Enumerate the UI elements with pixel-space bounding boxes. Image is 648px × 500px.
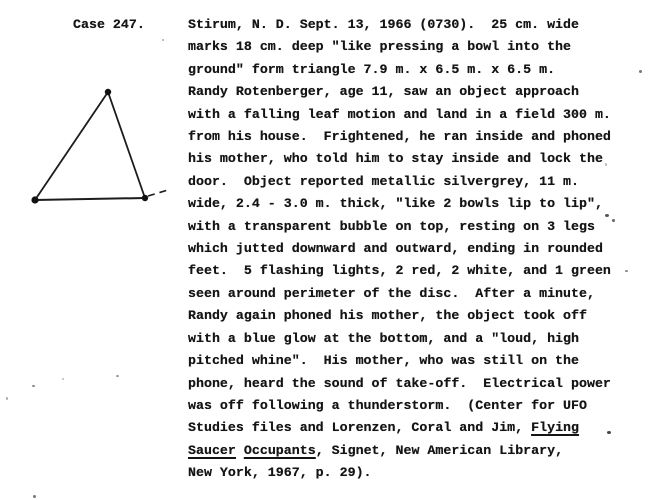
- text-line: [188, 417, 638, 439]
- text-segment: with a falling leaf motion and land in a field 300 m.: [188, 106, 611, 122]
- scan-speck: [162, 39, 164, 41]
- triangle-vertex-bottom-right: [142, 195, 148, 201]
- text-line: [188, 283, 638, 305]
- text-line: [188, 193, 638, 215]
- text-segment: , Signet, New American Library,: [315, 442, 564, 458]
- text-line: [188, 305, 638, 327]
- scan-speck: [625, 270, 628, 272]
- text-segment: marks 18 cm. deep "like pressing a bowl into the: [188, 39, 572, 55]
- triangle-diagram-svg: [20, 80, 175, 210]
- text-segment: was off following a thunderstorm. (Center for UFO: [188, 397, 587, 413]
- text-line: [188, 126, 638, 148]
- scan-speck: [605, 163, 607, 166]
- text-segment: ground" form triangle 7.9 m. x 6.5 m. x 6.5 m.: [188, 61, 556, 77]
- text-line: [188, 350, 638, 372]
- scan-speck: [607, 431, 611, 434]
- text-line: [188, 14, 638, 36]
- scan-speck: [605, 214, 609, 217]
- text-line: [188, 238, 638, 260]
- text-line: [188, 328, 638, 350]
- document-text-block: [188, 14, 638, 485]
- scan-speck: [612, 219, 615, 222]
- underlined-text: Saucer: [188, 442, 236, 458]
- scan-speck: [116, 375, 119, 377]
- text-segment: pitched whine". His mother, who was still on the: [188, 353, 579, 369]
- text-line: [188, 462, 638, 484]
- text-line: [188, 395, 638, 417]
- case-number-label: Case 247.: [73, 17, 145, 32]
- underlined-text: Occupants: [243, 442, 316, 458]
- text-line: [188, 81, 638, 103]
- text-line: [188, 216, 638, 238]
- text-segment: Randy again phoned his mother, the object took off: [188, 308, 587, 324]
- scan-speck: [639, 70, 642, 73]
- text-segment: from his house. Frightened, he ran inside and phoned: [188, 129, 611, 145]
- text-line: [188, 171, 638, 193]
- text-segment: seen around perimeter of the disc. After a minute,: [188, 285, 595, 301]
- text-segment: door. Object reported metallic silvergrey, 11 m.: [188, 173, 579, 189]
- text-line: [188, 440, 638, 462]
- text-segment: Stirum, N. D. Sept. 13, 1966 (0730). 25 cm. wide: [188, 17, 579, 32]
- text-segment: phone, heard the sound of take-off. Electrical power: [188, 375, 611, 391]
- triangle-vertex-top: [105, 89, 111, 95]
- scan-speck: [32, 385, 35, 387]
- text-segment: Randy Rotenberger, age 11, saw an object approach: [188, 84, 579, 100]
- text-line: [188, 260, 638, 282]
- triangle-vertex-bottom-left: [31, 196, 38, 203]
- text-line: [188, 373, 638, 395]
- text-segment: wide, 2.4 - 3.0 m. thick, "like 2 bowls lip to lip",: [188, 196, 603, 212]
- text-segment: Studies files and Lorenzen, Coral and Jim,: [188, 420, 532, 436]
- text-line: [188, 59, 638, 81]
- text-segment: New York, 1967, p. 29).: [188, 465, 372, 481]
- text-segment: his mother, who told him to stay inside and lock the: [188, 151, 603, 167]
- text-line: [188, 36, 638, 58]
- text-line: [188, 148, 638, 170]
- text-segment: with a transparent bubble on top, resting on 3 legs: [188, 218, 595, 234]
- text-line: [188, 104, 638, 126]
- text-segment: which jutted downward and outward, ending in rounded: [188, 241, 603, 257]
- scan-speck: [6, 397, 8, 400]
- underlined-text: Flying: [531, 420, 580, 436]
- text-segment: [236, 443, 244, 458]
- scan-speck: [62, 378, 64, 380]
- triangle-diagram: [20, 80, 175, 215]
- scan-speck: [33, 495, 36, 498]
- text-segment: feet. 5 flashing lights, 2 red, 2 white, and 1 green: [188, 263, 611, 279]
- text-segment: with a blue glow at the bottom, and a "loud, high: [188, 330, 579, 346]
